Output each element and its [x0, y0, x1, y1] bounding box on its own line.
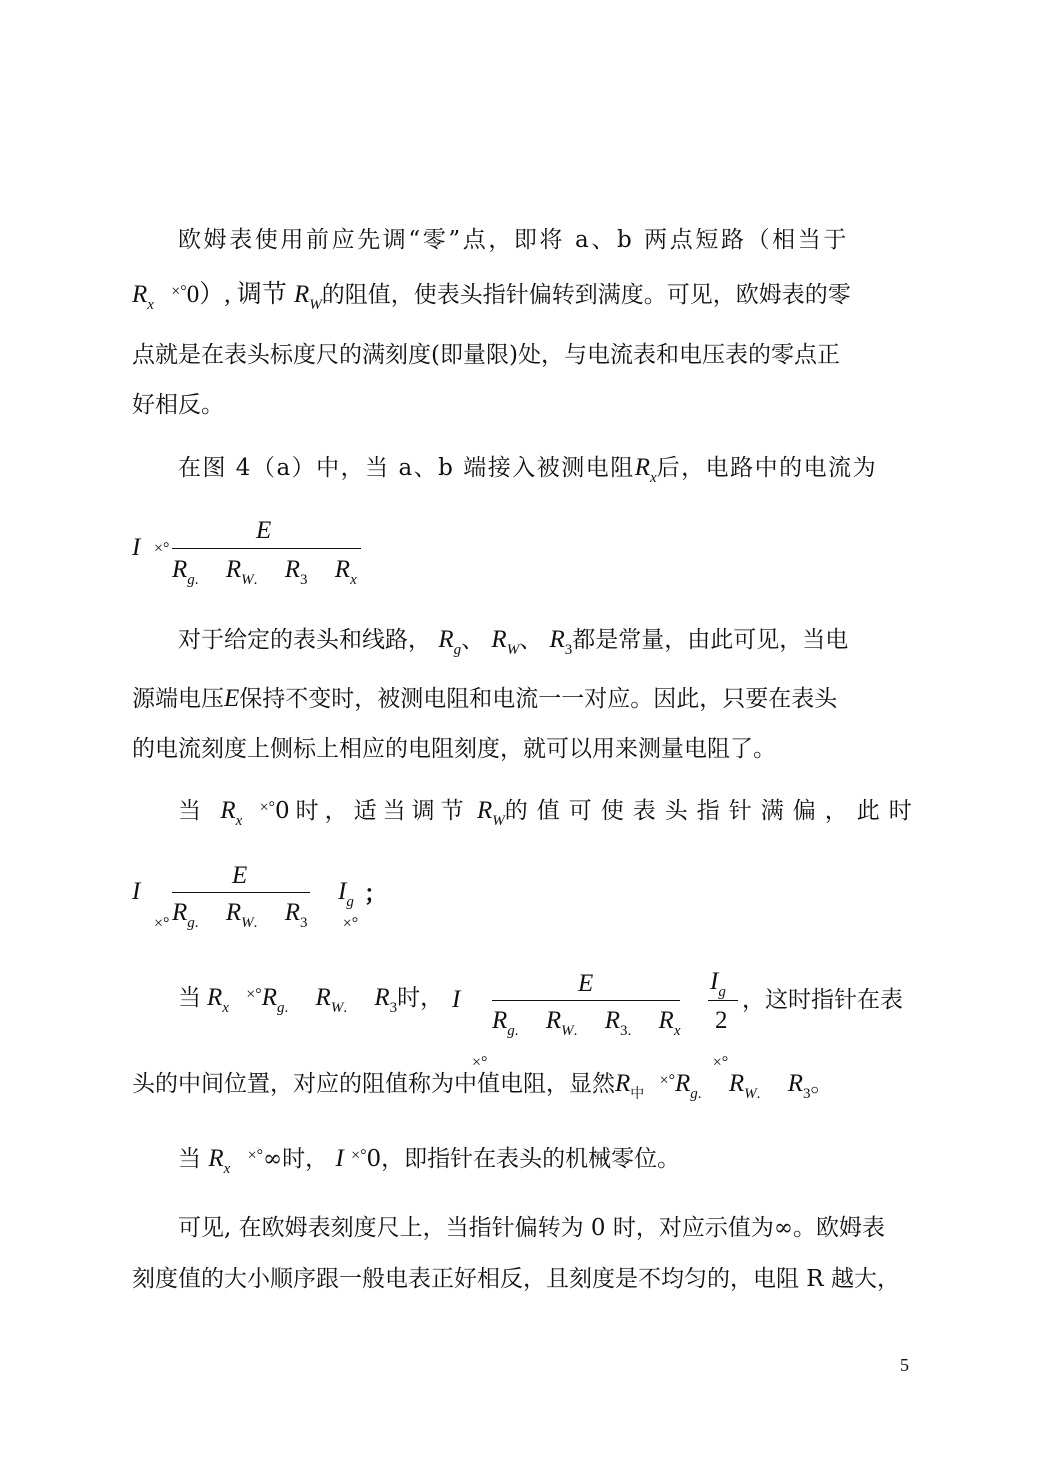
p4-l1b: 0时，适当调节 [275, 798, 470, 824]
p6-l1b: ∞时， [263, 1146, 329, 1172]
equals-garbled: ×° [154, 540, 170, 557]
p5-l1a: 当 [178, 985, 201, 1011]
e-symbol: E [224, 685, 240, 712]
g-subscript: g [276, 1000, 285, 1016]
g-subscript: g [718, 984, 726, 1000]
r-symbol: R [374, 984, 390, 1011]
fraction-bar [172, 892, 310, 893]
p1-line4: 好相反。 [132, 392, 224, 418]
g-subscript: g [187, 572, 195, 588]
p7-line2: 刻度值的大小顺序跟一般电表正好相反，且刻度是不均匀的，电阻 R 越大， [132, 1266, 900, 1292]
fraction-bar [172, 548, 361, 549]
r-symbol: R [225, 899, 242, 926]
page-number: 5 [900, 1355, 909, 1375]
dot: . [573, 1023, 578, 1039]
p6-l1c: 0，即指针在表头的机械零位。 [366, 1146, 681, 1172]
denominator [172, 555, 357, 588]
p3-l1c: 、 [519, 627, 543, 653]
p5-l2a: 头的中间位置，对应的阻值称为中值电阻，显然 [132, 1071, 615, 1097]
e-symbol: E [232, 862, 248, 889]
dot: . [343, 1000, 348, 1016]
i-symbol: I [335, 1145, 344, 1172]
fraction-bar [492, 1000, 680, 1001]
e-symbol: E [256, 517, 272, 544]
r-symbol: R [334, 556, 351, 583]
p5-l1c: ，这时指针在表 [742, 987, 903, 1013]
ig-symbol [338, 877, 354, 910]
equals-garbled: ×° [472, 1054, 488, 1071]
three-subscript: 3 [802, 1086, 811, 1102]
p3-l1d: 都是常量，由此可见，当电 [572, 627, 849, 653]
r-symbol: R [284, 556, 300, 583]
g-subscript: g [187, 915, 195, 931]
condition-rx [207, 983, 443, 1016]
r-symbol: R [545, 1007, 562, 1034]
r-symbol: R [787, 1070, 803, 1097]
r-symbol: R [261, 984, 277, 1011]
r-symbol: R [172, 556, 188, 583]
p3-l2a: 源端电压 [132, 686, 224, 712]
p5-l2b: 。 [810, 1071, 834, 1097]
equals-garbled: ×° [246, 986, 262, 1003]
g-subscript: g [690, 1086, 698, 1102]
p3-l2b: 保持不变时，被测电阻和电流一一对应。因此，只要在表头 [239, 686, 838, 712]
r-symbol: R [225, 556, 242, 583]
p3-line2 [132, 684, 837, 714]
g-subscript: g [507, 1023, 515, 1039]
i-symbol: I [338, 878, 347, 905]
p2-l1a: 在图 4（a）中，当 a、b 端接入被测电阻 [178, 455, 635, 481]
r-symbol: R [491, 626, 507, 653]
three-subscript: 3 [299, 915, 308, 931]
p1-l2a: 0）, 调节 [186, 281, 287, 308]
r-symbol: R [284, 899, 300, 926]
p5-line2 [132, 1069, 833, 1102]
equals-garbled: ×° [171, 283, 187, 300]
x-subscript: x [222, 1000, 229, 1016]
dot: . [627, 1023, 632, 1039]
r-symbol: R [549, 626, 565, 653]
p3-line1 [178, 625, 848, 658]
three-subscript: 3 [619, 1023, 628, 1039]
x-subscript: x [350, 572, 357, 588]
fraction-bar [708, 1000, 738, 1001]
w-subscript: W [744, 1086, 757, 1102]
dot: . [194, 915, 199, 931]
i-symbol: I [132, 878, 141, 905]
r-symbol: R [315, 984, 331, 1011]
three-subscript: 3 [564, 642, 573, 658]
ig-symbol [710, 967, 726, 1000]
equals-garbled: ×° [154, 915, 170, 932]
r-symbol: R [492, 1007, 508, 1034]
equals-garbled: ×° [259, 799, 275, 816]
g-subscript: g [346, 894, 354, 910]
dot: . [756, 1086, 761, 1102]
p1-line2 [132, 280, 851, 313]
semicolon: ； [364, 880, 387, 907]
x-subscript: x [235, 813, 243, 829]
i-symbol: I [710, 968, 719, 995]
p6-line1 [178, 1144, 680, 1177]
dot: . [253, 572, 258, 588]
r-symbol: R [207, 984, 223, 1011]
p2-l1b: 后，电路中的电流为 [656, 455, 878, 481]
dot: . [194, 572, 199, 588]
r-symbol: R [634, 454, 650, 481]
p4-l1a: 当 [178, 798, 201, 824]
x-subscript: x [650, 470, 657, 486]
p1-l2b: 的阻值，使表头指针偏转到满度。可见，欧姆表的零 [321, 282, 851, 308]
equals-garbled: ×° [247, 1147, 263, 1164]
equals-garbled: ×° [351, 1147, 367, 1164]
equals-garbled: ×° [712, 1054, 729, 1071]
w-subscript: W [309, 297, 322, 313]
x-subscript: x [673, 1023, 681, 1039]
p5-l1b: 时， [397, 985, 444, 1011]
p4-l1c: 的值可使表头指针满偏，此时 [504, 798, 921, 824]
g-subscript: g [453, 642, 462, 658]
r-symbol: R [476, 797, 493, 824]
x-subscript: x [223, 1161, 231, 1177]
dot: . [697, 1086, 702, 1102]
w-subscript: W [330, 1000, 344, 1016]
zhong-subscript: 中 [630, 1086, 645, 1102]
r-symbol: R [294, 281, 310, 308]
r-symbol: R [438, 626, 454, 653]
p4-line1 [178, 796, 921, 829]
r-symbol: R [615, 1070, 631, 1097]
x-subscript: x [147, 297, 154, 313]
three-subscript: 3 [389, 1000, 398, 1016]
e-symbol: E [578, 970, 594, 997]
dot: . [253, 915, 258, 931]
r-symbol: R [604, 1007, 620, 1034]
w-subscript: W [241, 915, 254, 931]
p3-l1a: 对于给定的表头和线路， [178, 627, 431, 653]
w-subscript: W [561, 1023, 574, 1039]
w-subscript: W [492, 813, 505, 829]
i-symbol: I [452, 986, 461, 1013]
two: 2 [715, 1007, 728, 1034]
p3-l1b: 、 [461, 627, 485, 653]
dot: . [514, 1023, 519, 1039]
w-subscript: W [506, 642, 520, 658]
dot: . [284, 1000, 289, 1016]
denominator [172, 898, 307, 931]
w-subscript: W [241, 572, 254, 588]
three-subscript: 3 [299, 572, 308, 588]
r-symbol: R [658, 1007, 674, 1034]
r-symbol: R [172, 899, 188, 926]
denominator [492, 1006, 680, 1039]
equals-garbled: ×° [342, 915, 359, 932]
p1-line1: 欧姆表使用前应先调“零”点，即将 a、b 两点短路（相当于 [178, 227, 849, 253]
p6-l1a: 当 [178, 1146, 201, 1172]
i-symbol: I [132, 534, 141, 561]
r-symbol: R [220, 797, 236, 824]
p2-line1 [178, 453, 877, 486]
p3-line3: 的电流刻度上侧标上相应的电阻刻度，就可以用来测量电阻了。 [132, 736, 776, 762]
r-symbol: R [675, 1070, 691, 1097]
r-symbol: R [208, 1145, 224, 1172]
r-symbol: R [728, 1070, 745, 1097]
equals-garbled: ×° [659, 1072, 676, 1089]
p1-line3: 点就是在表头标度尺的满刻度(即量限)处，与电流表和电压表的零点正 [132, 342, 840, 368]
p7-line1: 可见, 在欧姆表刻度尺上，当指针偏转为 0 时，对应示值为∞。欧姆表 [178, 1215, 886, 1241]
r-symbol: R [132, 281, 148, 308]
